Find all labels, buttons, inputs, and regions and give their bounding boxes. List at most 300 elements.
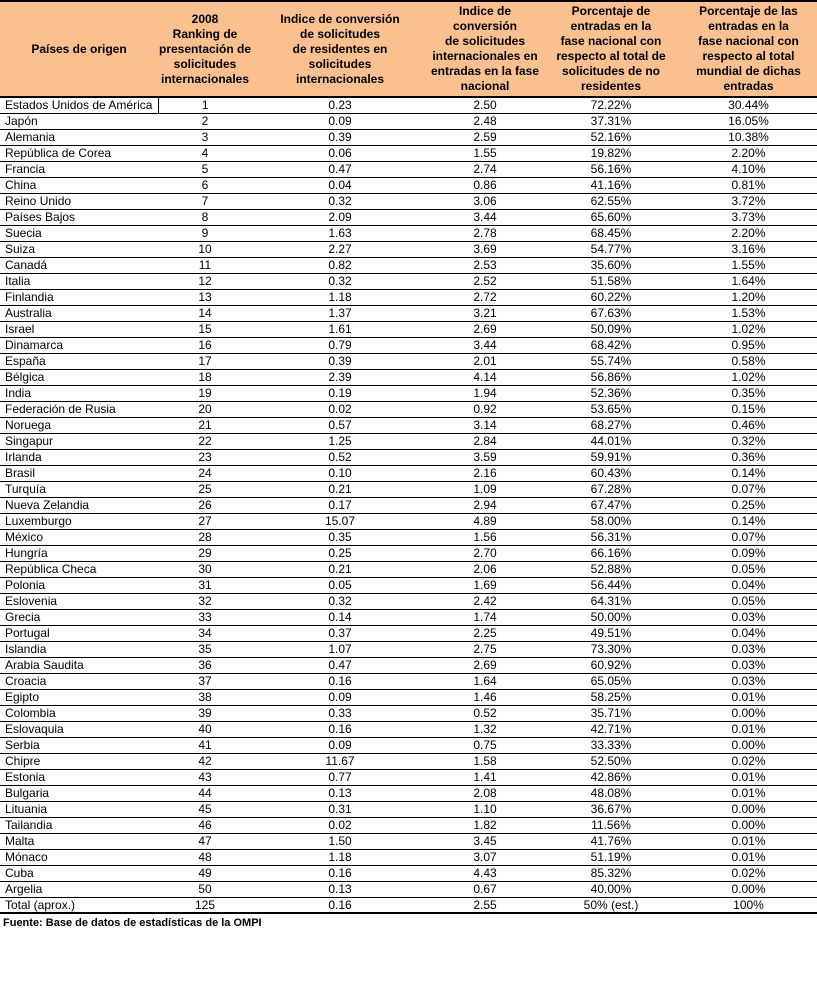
rank-cell: 35 <box>158 641 252 657</box>
pct-world-cell: 0.95% <box>680 337 817 353</box>
conversion-national-phase-cell: 2.16 <box>428 465 542 481</box>
country-cell: Singapur <box>0 433 158 449</box>
conversion-national-phase-cell: 2.78 <box>428 225 542 241</box>
conversion-national-phase-cell: 0.67 <box>428 881 542 897</box>
country-cell: Brasil <box>0 465 158 481</box>
pct-national-phase-cell: 53.65% <box>542 401 680 417</box>
pct-national-phase-cell: 73.30% <box>542 641 680 657</box>
table-row <box>0 369 817 385</box>
pct-world-cell: 3.16% <box>680 241 817 257</box>
conversion-national-phase-cell: 3.14 <box>428 417 542 433</box>
pct-world-cell: 0.01% <box>680 689 817 705</box>
country-cell: Egipto <box>0 689 158 705</box>
conversion-residents-cell: 0.19 <box>252 385 428 401</box>
conversion-residents-cell: 2.39 <box>252 369 428 385</box>
pct-world-cell: 0.00% <box>680 817 817 833</box>
pct-world-cell: 0.09% <box>680 545 817 561</box>
pct-world-cell: 0.01% <box>680 769 817 785</box>
pct-world-cell: 0.02% <box>680 753 817 769</box>
rank-cell: 50 <box>158 881 252 897</box>
conversion-national-phase-cell: 0.75 <box>428 737 542 753</box>
conversion-national-phase-cell: 2.06 <box>428 561 542 577</box>
country-cell: Estonia <box>0 769 158 785</box>
pct-world-cell: 16.05% <box>680 113 817 129</box>
conversion-residents-cell: 0.39 <box>252 353 428 369</box>
rank-cell: 15 <box>158 321 252 337</box>
table-row <box>0 753 817 769</box>
pct-national-phase-cell: 68.45% <box>542 225 680 241</box>
pct-national-phase-cell: 48.08% <box>542 785 680 801</box>
country-cell: Grecia <box>0 609 158 625</box>
pct-national-phase-cell: 66.16% <box>542 545 680 561</box>
pct-national-phase-cell: 56.44% <box>542 577 680 593</box>
pct-national-phase-cell: 72.22% <box>542 97 680 113</box>
pct-national-phase-cell: 65.60% <box>542 209 680 225</box>
header-pct-world: Porcentaje de las entradas en la fase nacional con respecto al total mundial de dichas entradas <box>680 1 817 97</box>
pct-world-cell: 10.38% <box>680 129 817 145</box>
pct-world-cell: 0.36% <box>680 449 817 465</box>
pct-world-cell: 0.00% <box>680 737 817 753</box>
conversion-residents-cell: 0.52 <box>252 449 428 465</box>
conversion-national-phase-cell: 1.10 <box>428 801 542 817</box>
table-row <box>0 881 817 897</box>
conversion-residents-cell: 1.61 <box>252 321 428 337</box>
conversion-national-phase-cell: 3.44 <box>428 209 542 225</box>
pct-world-cell: 0.00% <box>680 705 817 721</box>
conversion-residents-cell: 0.16 <box>252 673 428 689</box>
conversion-residents-cell: 0.35 <box>252 529 428 545</box>
country-cell: Suecia <box>0 225 158 241</box>
pct-world-cell: 0.00% <box>680 881 817 897</box>
table-row <box>0 401 817 417</box>
pct-national-phase-cell: 85.32% <box>542 865 680 881</box>
country-cell: Mónaco <box>0 849 158 865</box>
table-row <box>0 593 817 609</box>
table-row <box>0 497 817 513</box>
pct-national-phase-cell: 44.01% <box>542 433 680 449</box>
rank-cell: 28 <box>158 529 252 545</box>
country-cell: Japón <box>0 113 158 129</box>
pct-national-phase-cell: 59.91% <box>542 449 680 465</box>
conversion-residents-cell: 0.77 <box>252 769 428 785</box>
country-cell: Canadá <box>0 257 158 273</box>
pct-national-phase-cell: 52.88% <box>542 561 680 577</box>
table-row <box>0 529 817 545</box>
country-cell: Hungría <box>0 545 158 561</box>
rank-cell: 29 <box>158 545 252 561</box>
pct-national-phase-cell: 56.86% <box>542 369 680 385</box>
conversion-national-phase-cell: 2.72 <box>428 289 542 305</box>
conversion-national-phase-cell: 2.94 <box>428 497 542 513</box>
conversion-national-phase-cell: 2.75 <box>428 641 542 657</box>
country-cell: España <box>0 353 158 369</box>
country-cell: Turquía <box>0 481 158 497</box>
pct-world-cell: 1.64% <box>680 273 817 289</box>
table-row <box>0 321 817 337</box>
country-cell: Serbia <box>0 737 158 753</box>
conversion-residents-cell: 1.18 <box>252 849 428 865</box>
pct-world-cell: 0.03% <box>680 641 817 657</box>
conversion-national-phase-cell: 2.25 <box>428 625 542 641</box>
pct-national-phase-cell: 51.19% <box>542 849 680 865</box>
conversion-national-phase-cell: 3.07 <box>428 849 542 865</box>
conversion-residents-cell: 0.82 <box>252 257 428 273</box>
country-cell: Total (aprox.) <box>0 897 158 913</box>
pct-world-cell: 0.01% <box>680 721 817 737</box>
rank-cell: 32 <box>158 593 252 609</box>
rank-cell: 18 <box>158 369 252 385</box>
rank-cell: 24 <box>158 465 252 481</box>
conversion-residents-cell: 0.17 <box>252 497 428 513</box>
rank-cell: 41 <box>158 737 252 753</box>
rank-cell: 37 <box>158 673 252 689</box>
conversion-residents-cell: 2.09 <box>252 209 428 225</box>
table-row <box>0 769 817 785</box>
table-row <box>0 193 817 209</box>
country-cell: Irlanda <box>0 449 158 465</box>
pct-world-cell: 0.03% <box>680 673 817 689</box>
conversion-residents-cell: 0.04 <box>252 177 428 193</box>
rank-cell: 19 <box>158 385 252 401</box>
conversion-national-phase-cell: 2.48 <box>428 113 542 129</box>
pct-national-phase-cell: 42.86% <box>542 769 680 785</box>
pct-national-phase-cell: 49.51% <box>542 625 680 641</box>
table-row <box>0 721 817 737</box>
conversion-national-phase-cell: 0.92 <box>428 401 542 417</box>
table-row <box>0 577 817 593</box>
header-countries: Países de origen <box>0 1 158 97</box>
rank-cell: 7 <box>158 193 252 209</box>
conversion-residents-cell: 0.21 <box>252 481 428 497</box>
pct-world-cell: 4.10% <box>680 161 817 177</box>
table-row <box>0 177 817 193</box>
table-row <box>0 465 817 481</box>
table-row <box>0 865 817 881</box>
pct-national-phase-cell: 65.05% <box>542 673 680 689</box>
rank-cell: 34 <box>158 625 252 641</box>
conversion-national-phase-cell: 4.14 <box>428 369 542 385</box>
conversion-residents-cell: 15.07 <box>252 513 428 529</box>
conversion-national-phase-cell: 2.50 <box>428 97 542 113</box>
table-row <box>0 625 817 641</box>
rank-cell: 45 <box>158 801 252 817</box>
conversion-residents-cell: 0.10 <box>252 465 428 481</box>
conversion-residents-cell: 1.25 <box>252 433 428 449</box>
pct-world-cell: 0.07% <box>680 529 817 545</box>
pct-world-cell: 0.35% <box>680 385 817 401</box>
rank-cell: 36 <box>158 657 252 673</box>
conversion-residents-cell: 0.23 <box>252 97 428 113</box>
pct-national-phase-cell: 60.22% <box>542 289 680 305</box>
conversion-national-phase-cell: 0.86 <box>428 177 542 193</box>
conversion-residents-cell: 0.05 <box>252 577 428 593</box>
table-row <box>0 705 817 721</box>
country-cell: Reino Unido <box>0 193 158 209</box>
table-row <box>0 305 817 321</box>
rank-cell: 4 <box>158 145 252 161</box>
country-cell: Luxemburgo <box>0 513 158 529</box>
pct-world-cell: 0.14% <box>680 513 817 529</box>
pct-world-cell: 0.01% <box>680 849 817 865</box>
pct-world-cell: 0.25% <box>680 497 817 513</box>
rank-cell: 8 <box>158 209 252 225</box>
table-row <box>0 225 817 241</box>
pct-world-cell: 1.02% <box>680 369 817 385</box>
pct-world-cell: 1.55% <box>680 257 817 273</box>
pct-world-cell: 0.04% <box>680 577 817 593</box>
pct-world-cell: 0.01% <box>680 833 817 849</box>
pct-world-cell: 2.20% <box>680 225 817 241</box>
conversion-national-phase-cell: 2.52 <box>428 273 542 289</box>
pct-world-cell: 0.46% <box>680 417 817 433</box>
country-cell: Federación de Rusia <box>0 401 158 417</box>
country-cell: Bélgica <box>0 369 158 385</box>
rank-cell: 9 <box>158 225 252 241</box>
conversion-residents-cell: 0.14 <box>252 609 428 625</box>
conversion-national-phase-cell: 2.59 <box>428 129 542 145</box>
table-row <box>0 241 817 257</box>
conversion-residents-cell: 1.50 <box>252 833 428 849</box>
rank-cell: 14 <box>158 305 252 321</box>
rank-cell: 47 <box>158 833 252 849</box>
conversion-national-phase-cell: 1.32 <box>428 721 542 737</box>
conversion-national-phase-cell: 3.69 <box>428 241 542 257</box>
conversion-residents-cell: 0.06 <box>252 145 428 161</box>
rank-cell: 49 <box>158 865 252 881</box>
country-cell: Cuba <box>0 865 158 881</box>
conversion-national-phase-cell: 3.59 <box>428 449 542 465</box>
rank-cell: 46 <box>158 817 252 833</box>
pct-world-cell: 0.81% <box>680 177 817 193</box>
conversion-residents-cell: 1.37 <box>252 305 428 321</box>
table-row <box>0 657 817 673</box>
pct-world-cell: 30.44% <box>680 97 817 113</box>
conversion-residents-cell: 0.09 <box>252 113 428 129</box>
pct-world-cell: 1.02% <box>680 321 817 337</box>
conversion-residents-cell: 0.09 <box>252 737 428 753</box>
table-row <box>0 353 817 369</box>
pct-national-phase-cell: 64.31% <box>542 593 680 609</box>
conversion-national-phase-cell: 1.82 <box>428 817 542 833</box>
conversion-national-phase-cell: 1.56 <box>428 529 542 545</box>
conversion-national-phase-cell: 2.08 <box>428 785 542 801</box>
total-row <box>0 897 817 913</box>
conversion-national-phase-cell: 4.89 <box>428 513 542 529</box>
pct-world-cell: 3.72% <box>680 193 817 209</box>
country-cell: Croacia <box>0 673 158 689</box>
pct-national-phase-cell: 55.74% <box>542 353 680 369</box>
rank-cell: 2 <box>158 113 252 129</box>
conversion-residents-cell: 0.33 <box>252 705 428 721</box>
rank-cell: 5 <box>158 161 252 177</box>
pct-national-phase-cell: 19.82% <box>542 145 680 161</box>
rank-cell: 27 <box>158 513 252 529</box>
pct-national-phase-cell: 41.76% <box>542 833 680 849</box>
conversion-residents-cell: 0.79 <box>252 337 428 353</box>
pct-world-cell: 1.20% <box>680 289 817 305</box>
country-cell: República de Corea <box>0 145 158 161</box>
pct-world-cell: 2.20% <box>680 145 817 161</box>
pct-world-cell: 100% <box>680 897 817 913</box>
table-row <box>0 801 817 817</box>
pct-national-phase-cell: 51.58% <box>542 273 680 289</box>
conversion-residents-cell: 1.63 <box>252 225 428 241</box>
rank-cell: 38 <box>158 689 252 705</box>
table-row <box>0 673 817 689</box>
rank-cell: 31 <box>158 577 252 593</box>
pct-world-cell: 0.05% <box>680 561 817 577</box>
rank-cell: 40 <box>158 721 252 737</box>
pct-national-phase-cell: 68.42% <box>542 337 680 353</box>
pct-national-phase-cell: 60.92% <box>542 657 680 673</box>
conversion-national-phase-cell: 1.58 <box>428 753 542 769</box>
conversion-residents-cell: 1.18 <box>252 289 428 305</box>
rank-cell: 20 <box>158 401 252 417</box>
pct-national-phase-cell: 52.16% <box>542 129 680 145</box>
rank-cell: 44 <box>158 785 252 801</box>
conversion-residents-cell: 0.13 <box>252 785 428 801</box>
pct-national-phase-cell: 62.55% <box>542 193 680 209</box>
conversion-residents-cell: 0.16 <box>252 865 428 881</box>
pct-national-phase-cell: 67.63% <box>542 305 680 321</box>
table-header <box>0 1 817 97</box>
rank-cell: 48 <box>158 849 252 865</box>
conversion-national-phase-cell: 2.70 <box>428 545 542 561</box>
rank-cell: 11 <box>158 257 252 273</box>
pct-national-phase-cell: 37.31% <box>542 113 680 129</box>
country-cell: Arabia Saudita <box>0 657 158 673</box>
pct-national-phase-cell: 54.77% <box>542 241 680 257</box>
conversion-national-phase-cell: 2.55 <box>428 897 542 913</box>
table-row <box>0 833 817 849</box>
table-row <box>0 417 817 433</box>
pct-world-cell: 0.03% <box>680 609 817 625</box>
pct-national-phase-cell: 35.71% <box>542 705 680 721</box>
conversion-national-phase-cell: 2.01 <box>428 353 542 369</box>
pct-world-cell: 3.73% <box>680 209 817 225</box>
rank-cell: 25 <box>158 481 252 497</box>
conversion-residents-cell: 0.21 <box>252 561 428 577</box>
table-row <box>0 433 817 449</box>
pct-world-cell: 0.00% <box>680 801 817 817</box>
country-cell: Australia <box>0 305 158 321</box>
country-cell: Dinamarca <box>0 337 158 353</box>
pct-world-cell: 0.15% <box>680 401 817 417</box>
rank-cell: 1 <box>158 97 252 113</box>
header-conversion-national-phase: Indice de conversión de solicitudes internacionales en entradas en la fase nacional <box>428 1 542 97</box>
pct-world-cell: 0.02% <box>680 865 817 881</box>
country-cell: Israel <box>0 321 158 337</box>
table-row <box>0 337 817 353</box>
conversion-national-phase-cell: 4.43 <box>428 865 542 881</box>
conversion-residents-cell: 11.67 <box>252 753 428 769</box>
table-row <box>0 257 817 273</box>
table-row <box>0 129 817 145</box>
rank-cell: 6 <box>158 177 252 193</box>
pct-world-cell: 0.01% <box>680 785 817 801</box>
conversion-residents-cell: 0.09 <box>252 689 428 705</box>
pct-world-cell: 0.58% <box>680 353 817 369</box>
conversion-national-phase-cell: 3.21 <box>428 305 542 321</box>
pct-national-phase-cell: 50.09% <box>542 321 680 337</box>
pct-national-phase-cell: 52.50% <box>542 753 680 769</box>
rank-cell: 42 <box>158 753 252 769</box>
country-cell: Francia <box>0 161 158 177</box>
conversion-residents-cell: 0.37 <box>252 625 428 641</box>
conversion-national-phase-cell: 2.42 <box>428 593 542 609</box>
rank-cell: 125 <box>158 897 252 913</box>
country-cell: Países Bajos <box>0 209 158 225</box>
conversion-national-phase-cell: 1.94 <box>428 385 542 401</box>
country-cell: India <box>0 385 158 401</box>
pct-national-phase-cell: 67.47% <box>542 497 680 513</box>
header-ranking-2008: 2008 Ranking de presentación de solicitudes internacionales <box>158 1 252 97</box>
country-cell: Noruega <box>0 417 158 433</box>
rank-cell: 23 <box>158 449 252 465</box>
conversion-residents-cell: 0.47 <box>252 161 428 177</box>
pct-national-phase-cell: 60.43% <box>542 465 680 481</box>
pct-national-phase-cell: 56.31% <box>542 529 680 545</box>
table-row <box>0 273 817 289</box>
pct-national-phase-cell: 67.28% <box>542 481 680 497</box>
pct-national-phase-cell: 50.00% <box>542 609 680 625</box>
header-row <box>0 1 817 97</box>
country-cell: República Checa <box>0 561 158 577</box>
pct-world-cell: 0.07% <box>680 481 817 497</box>
pct-national-phase-cell: 42.71% <box>542 721 680 737</box>
country-cell: Nueva Zelandia <box>0 497 158 513</box>
table-row <box>0 97 817 113</box>
country-cell: Portugal <box>0 625 158 641</box>
country-cell: Bulgaria <box>0 785 158 801</box>
pct-national-phase-cell: 68.27% <box>542 417 680 433</box>
pct-world-cell: 0.32% <box>680 433 817 449</box>
country-cell: Tailandia <box>0 817 158 833</box>
rank-cell: 26 <box>158 497 252 513</box>
conversion-national-phase-cell: 1.46 <box>428 689 542 705</box>
rank-cell: 12 <box>158 273 252 289</box>
conversion-residents-cell: 0.32 <box>252 193 428 209</box>
table-row <box>0 561 817 577</box>
country-cell: Chipre <box>0 753 158 769</box>
conversion-national-phase-cell: 1.74 <box>428 609 542 625</box>
pct-world-cell: 1.53% <box>680 305 817 321</box>
country-cell: Polonia <box>0 577 158 593</box>
pct-national-phase-cell: 56.16% <box>542 161 680 177</box>
country-cell: Eslovaquia <box>0 721 158 737</box>
table-row <box>0 609 817 625</box>
conversion-residents-cell: 0.02 <box>252 817 428 833</box>
rank-cell: 22 <box>158 433 252 449</box>
table-row <box>0 849 817 865</box>
conversion-residents-cell: 0.31 <box>252 801 428 817</box>
conversion-national-phase-cell: 3.44 <box>428 337 542 353</box>
rank-cell: 21 <box>158 417 252 433</box>
table-row <box>0 145 817 161</box>
conversion-national-phase-cell: 2.69 <box>428 657 542 673</box>
pct-world-cell: 0.03% <box>680 657 817 673</box>
conversion-residents-cell: 0.47 <box>252 657 428 673</box>
conversion-residents-cell: 1.07 <box>252 641 428 657</box>
table-row <box>0 113 817 129</box>
pct-national-phase-cell: 41.16% <box>542 177 680 193</box>
conversion-national-phase-cell: 1.09 <box>428 481 542 497</box>
conversion-residents-cell: 0.32 <box>252 593 428 609</box>
pct-national-phase-cell: 58.25% <box>542 689 680 705</box>
header-conversion-residents: Indice de conversión de solicitudes de residentes en solicitudes internacionales <box>252 1 428 97</box>
conversion-national-phase-cell: 0.52 <box>428 705 542 721</box>
rank-cell: 39 <box>158 705 252 721</box>
